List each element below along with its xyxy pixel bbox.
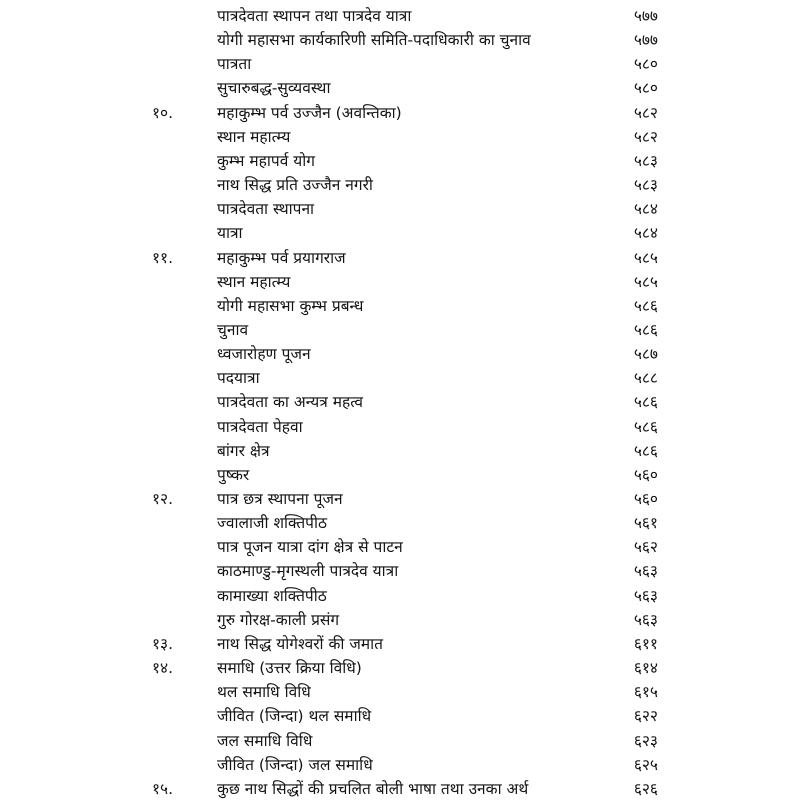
page-number: ५६३ — [633, 562, 658, 581]
page-number: ६२६ — [633, 779, 658, 798]
page-number: ६२५ — [633, 755, 658, 774]
toc-entry — [0, 511, 799, 535]
entry-title: गुरु गोरक्ष-काली प्रसंग — [217, 610, 340, 629]
page-number: ५६३ — [633, 586, 658, 605]
entry-title: ज्वालाजी शक्तिपीठ — [217, 514, 327, 533]
toc-entry — [0, 559, 799, 583]
page-number: ५८२ — [633, 103, 658, 122]
page-number: ५६० — [633, 490, 658, 508]
entry-title: पुष्कर — [217, 465, 250, 484]
page-number: ५८६ — [633, 417, 658, 436]
page-number: ६१५ — [633, 683, 658, 702]
page-number: ५८७ — [633, 345, 658, 364]
page-number: ६२३ — [633, 731, 658, 750]
toc-entry — [0, 415, 799, 439]
page-number: ५६३ — [633, 610, 658, 629]
entry-title: योगी महासभा कार्यकारिणी समिति-पदाधिकारी का चुनाव — [217, 31, 531, 50]
page-number: ५८० — [633, 79, 658, 98]
toc-entry — [0, 584, 799, 608]
entry-title: काठमाण्डु-मृगस्थली पात्रदेव यात्रा — [217, 562, 399, 581]
page-number: ५८६ — [633, 441, 658, 460]
toc-entry — [0, 149, 799, 173]
entry-title: कामाख्या शक्तिपीठ — [217, 586, 327, 605]
page-number: ६११ — [633, 634, 658, 653]
toc-entry — [0, 753, 799, 777]
toc-entry — [0, 125, 799, 149]
entry-title: योगी महासभा कुम्भ प्रबन्ध — [217, 296, 364, 315]
entry-title: स्थान महात्म्य — [217, 272, 291, 291]
entry-title: सुचारुबद्ध-सुव्यवस्था — [217, 79, 331, 98]
page-number: ५८६ — [633, 296, 658, 315]
entry-title: महाकुम्भ पर्व उज्जैन (अवन्तिका) — [217, 103, 402, 122]
entry-title: पात्र पूजन यात्रा दांग क्षेत्र से पाटन — [217, 538, 403, 557]
entry-title: यात्रा — [217, 224, 243, 243]
toc-entry — [0, 101, 799, 125]
toc-entry — [0, 487, 799, 511]
page-number: ५८६ — [633, 393, 658, 412]
page-number: ५८६ — [633, 320, 658, 339]
entry-title: पात्रदेवता पेहवा — [217, 417, 303, 436]
entry-title: समाधि (उत्तर क्रिया विधि) — [217, 659, 362, 677]
toc-entry — [0, 608, 799, 632]
toc-entry — [0, 197, 799, 221]
entry-title: ध्वजारोहण पूजन — [217, 345, 311, 364]
entry-title: पात्रदेवता स्थापना — [217, 200, 315, 219]
entry-title: जीवित (जिन्दा) थल समाधि — [217, 707, 372, 726]
toc-entry — [0, 4, 799, 28]
page-number: ५८४ — [633, 200, 658, 219]
page-number: ६२२ — [633, 707, 658, 726]
page-number: ५८३ — [633, 176, 658, 194]
toc-entry — [0, 52, 799, 76]
page-number: ५८२ — [633, 127, 658, 146]
toc-entry — [0, 318, 799, 342]
entry-title: थल समाधि विधि — [217, 683, 311, 702]
chapter-number: १०. — [152, 103, 174, 122]
toc-entry — [0, 28, 799, 52]
entry-title: पात्र छत्र स्थापना पूजन — [217, 490, 343, 508]
chapter-number: ११. — [152, 248, 174, 267]
toc-entry — [0, 680, 799, 704]
entry-title: नाथ सिद्ध प्रति उज्जैन नगरी — [217, 176, 373, 194]
entry-title: स्थान महात्म्य — [217, 127, 291, 146]
page-number: ५८३ — [633, 151, 658, 170]
page-number: ६१४ — [633, 659, 658, 677]
page-number: ५८४ — [633, 224, 658, 243]
page-number: ५८० — [633, 55, 658, 74]
entry-title: महाकुम्भ पर्व प्रयागराज — [217, 248, 346, 267]
entry-title: चुनाव — [217, 320, 249, 339]
toc-entry — [0, 390, 799, 414]
toc-entry — [0, 270, 799, 294]
page-number: ५८८ — [633, 369, 658, 388]
entry-title: पात्रदेवता का अन्यत्र महत्व — [217, 393, 363, 412]
page-number: ५७७ — [633, 31, 658, 50]
toc-entry — [0, 777, 799, 801]
toc-entry — [0, 221, 799, 245]
chapter-number: १३. — [152, 634, 174, 653]
toc-entry — [0, 656, 799, 680]
page-number: ५६१ — [633, 514, 658, 533]
entry-title: पात्रदेवता स्थापन तथा पात्रदेव यात्रा — [217, 7, 412, 25]
toc-entry — [0, 463, 799, 487]
entry-title: पात्रता — [217, 55, 252, 74]
chapter-number: १५. — [152, 779, 174, 798]
entry-title: जीवित (जिन्दा) जल समाधि — [217, 755, 373, 774]
page-number: ५६० — [633, 465, 658, 484]
entry-title: पदयात्रा — [217, 369, 260, 388]
page-number: ५८५ — [633, 272, 658, 291]
page-number: ५६२ — [633, 538, 658, 557]
toc-entry — [0, 294, 799, 318]
toc-entry — [0, 76, 799, 100]
toc-entry — [0, 366, 799, 390]
entry-title: जल समाधि विधि — [217, 731, 313, 750]
page-number: ५८५ — [633, 248, 658, 267]
toc-entry — [0, 632, 799, 656]
toc-entry — [0, 729, 799, 753]
chapter-number: १४. — [152, 659, 174, 677]
entry-title: कुम्भ महापर्व योग — [217, 151, 315, 170]
entry-title: नाथ सिद्ध योगेश्वरों की जमात — [217, 634, 383, 653]
toc-entry — [0, 246, 799, 270]
chapter-number: १२. — [152, 490, 174, 508]
toc-entry — [0, 704, 799, 728]
entry-title: बांगर क्षेत्र — [217, 441, 270, 460]
entry-title: कुछ नाथ सिद्धों की प्रचलित बोली भाषा तथा उनका अर्थ — [217, 779, 529, 798]
toc-entry — [0, 173, 799, 197]
toc-entry — [0, 535, 799, 559]
page-number: ५७७ — [633, 7, 658, 25]
toc-entry — [0, 342, 799, 366]
toc-entry — [0, 439, 799, 463]
